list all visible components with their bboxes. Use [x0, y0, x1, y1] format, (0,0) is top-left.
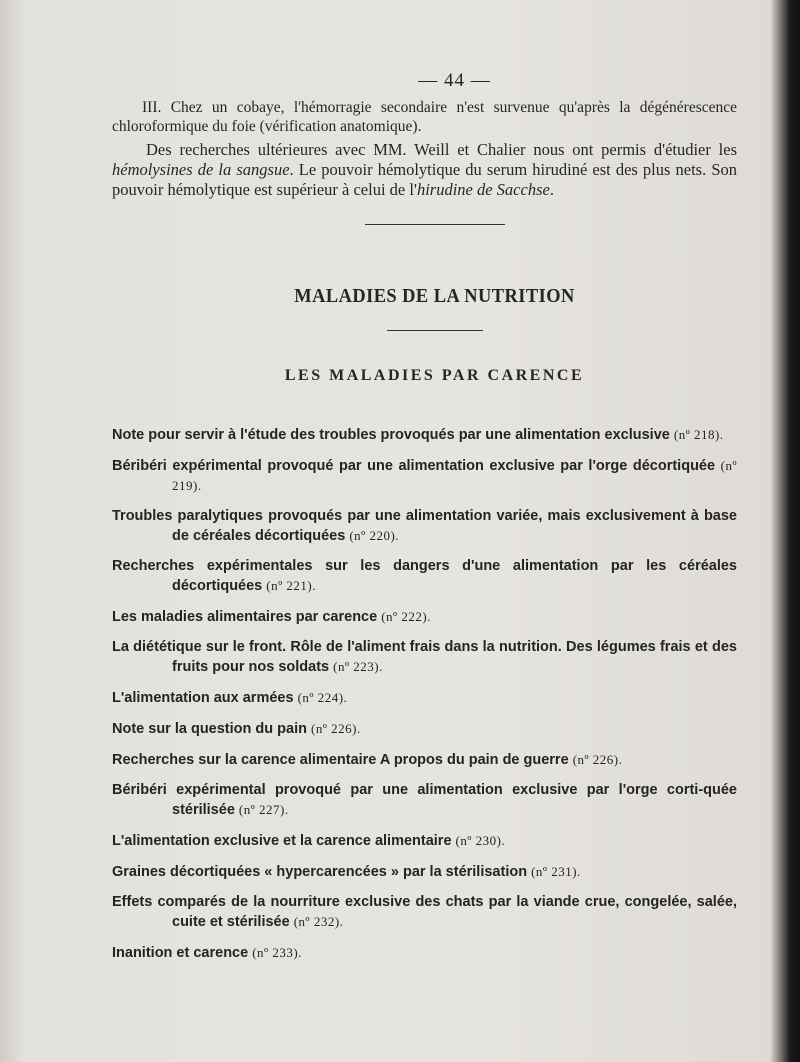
list-item: Béribéri expérimental provoqué par une alimentation exclusive par l'orge corti-quée stérilisée (nº 227). [112, 782, 737, 818]
page-number: — 44 — [418, 70, 491, 91]
list-item: Inanition et carence (nº 233). [112, 945, 302, 961]
list-item: Troubles paralytiques provoqués par une alimentation variée, mais exclusivement à base de céréales décortiquées (nº 220). [112, 508, 737, 544]
list-item: Effets comparés de la nourriture exclusive des chats par la viande crue, congelée, salée, cuite et stérilisée (nº 232). [112, 894, 737, 930]
intro-p2-text-b: . Le pouvoir hémolytique du serum hirudiné est des plus nets. Son pouvoir hémolytique est supérieur à celui de l' [112, 160, 737, 199]
reference-number: (nº 220). [349, 528, 400, 543]
intro-p2-italic-hemolysines: hémolysines de la sangsue [112, 160, 290, 179]
reference-number: (nº 227). [238, 802, 289, 817]
intro-p2-italic-hirudine: hirudine de Sacchse [416, 180, 550, 199]
separator-rule [365, 224, 505, 225]
reference-number: (nº 219). [172, 458, 737, 493]
list-item: L'alimentation exclusive et la carence alimentaire (nº 230). [112, 833, 506, 849]
reference-number: (nº 218). [673, 427, 724, 442]
list-item: Les maladies alimentaires par carence (nº 222). [112, 609, 431, 625]
bibliography-list [112, 425, 737, 963]
list-item: Recherches sur la carence alimentaire A propos du pain de guerre (nº 226). [112, 752, 623, 768]
subsection-title: LES MALADIES PAR CARENCE [284, 367, 585, 384]
list-item: Béribéri expérimental provoqué par une alimentation exclusive par l'orge décortiquée (nº 219). [112, 458, 737, 493]
section-title: MALADIES DE LA NUTRITION [294, 285, 575, 307]
reference-number: (nº 226). [311, 721, 361, 736]
intro-paragraph-2 [112, 140, 737, 200]
reference-number: (nº 222). [381, 609, 431, 624]
reference-number: (nº 224). [297, 690, 348, 705]
list-item: Note sur la question du pain (nº 226). [112, 721, 361, 737]
list-item: Note pour servir à l'étude des troubles provoqués par une alimentation exclusive (nº 218). [112, 427, 724, 443]
list-item: La diététique sur le front. Rôle de l'aliment frais dans la nutrition. Des légumes frais et des fruits pour nos soldats (nº 223). [112, 639, 737, 675]
section-rule [387, 330, 483, 331]
reference-number: (nº 223). [333, 659, 383, 674]
list-item: L'alimentation aux armées (nº 224). [112, 690, 348, 706]
intro-p2-text-a: Des recherches ultérieures avec MM. Weill et Chalier nous ont permis d'étudier les [146, 140, 737, 159]
page-content [112, 70, 737, 974]
intro-paragraph-1: III. Chez un cobaye, l'hémorragie secondaire n'est survenue qu'après la dégénérescence chloroformique du foie (vérification anatomique). [112, 99, 737, 135]
reference-number: (nº 233). [252, 945, 302, 960]
intro-p2-text-c: . [549, 180, 554, 199]
list-item: Graines décortiquées « hypercarencées » par la stérilisation (nº 231). [112, 864, 581, 880]
reference-number: (nº 226). [572, 752, 623, 767]
reference-number: (nº 232). [293, 914, 344, 929]
reference-number: (nº 230). [455, 833, 506, 848]
list-item: Recherches expérimentales sur les dangers d'une alimentation par les céréales décortiquées (nº 221). [112, 558, 737, 594]
reference-number: (nº 231). [531, 864, 581, 879]
reference-number: (nº 221). [266, 578, 316, 593]
